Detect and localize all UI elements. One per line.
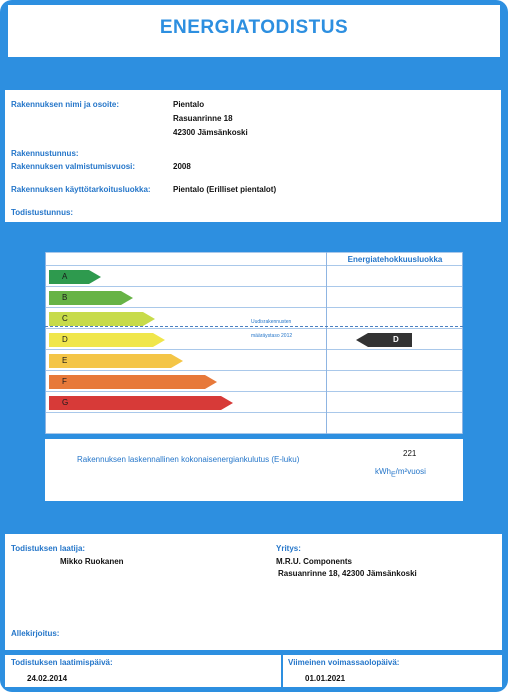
e-number-panel xyxy=(45,439,463,501)
valid-date: 01.01.2021 xyxy=(305,674,346,683)
class-g-letter: G xyxy=(62,398,69,407)
class-a-arrow xyxy=(49,270,101,284)
year-value: 2008 xyxy=(173,162,191,171)
class-d-arrow xyxy=(49,333,165,347)
class-e-arrow xyxy=(49,354,183,368)
class-f-letter: F xyxy=(62,377,67,386)
class-d-letter: D xyxy=(62,335,68,344)
certificate-title: ENERGIATODISTUS xyxy=(159,17,349,38)
use-label: Rakennuksen käyttötarkoitusluokka: xyxy=(11,185,151,194)
unit-main: kWh xyxy=(375,467,391,476)
issued-date-label: Todistuksen laatimispäivä: xyxy=(11,658,113,667)
author-label: Todistuksen laatija: xyxy=(11,544,86,553)
class-b-letter: B xyxy=(62,293,68,302)
class-g-arrow xyxy=(49,396,233,410)
issued-date: 24.02.2014 xyxy=(27,674,68,683)
threshold-line xyxy=(45,326,463,327)
rating-marker xyxy=(356,333,412,347)
class-f-arrow xyxy=(49,375,217,389)
building-name: Pientalo xyxy=(173,100,205,109)
company-label: Yritys: xyxy=(276,544,301,553)
name-address-label: Rakennuksen nimi ja osoite: xyxy=(11,100,120,109)
signature-label: Allekirjoitus: xyxy=(11,629,60,638)
building-street: Rasuanrinne 18 xyxy=(173,114,233,123)
valid-date-label: Viimeinen voimassaolopäivä: xyxy=(288,658,400,667)
class-b-arrow xyxy=(49,291,133,305)
class-c-arrow xyxy=(49,312,155,326)
author-name: Mikko Ruokanen xyxy=(60,557,124,566)
e-number-value: 221 xyxy=(403,449,417,458)
class-a-letter: A xyxy=(62,272,68,281)
e-number-label: Rakennuksen laskennallinen kokonaisenergiankulutus (E-luku) xyxy=(77,455,300,464)
class-column-header: Energiatehokkuusluokka xyxy=(347,255,443,264)
company-address: Rasuanrinne 18, 42300 Jämsänkoski xyxy=(278,569,417,578)
year-label: Rakennuksen valmistumisvuosi: xyxy=(11,162,136,171)
energy-class-scale xyxy=(45,252,463,434)
building-id-label: Rakennustunnus: xyxy=(11,149,79,158)
building-info-panel xyxy=(5,90,501,222)
threshold-note-1: Uudisrakennusten xyxy=(251,319,292,325)
e-number-unit xyxy=(375,467,426,479)
class-e-letter: E xyxy=(62,356,68,365)
issuer-panel xyxy=(5,534,502,650)
unit-sub: E xyxy=(391,471,396,479)
company-name: M.R.U. Components xyxy=(276,557,352,566)
threshold-note-2: määräystaso 2012 xyxy=(251,333,293,339)
use-value: Pientalo (Erilliset pientalot) xyxy=(173,185,277,194)
title-panel xyxy=(8,5,500,57)
unit-tail: /m²vuosi xyxy=(395,467,426,476)
dates-panel xyxy=(5,655,502,687)
building-postal: 42300 Jämsänkoski xyxy=(173,128,248,137)
cert-id-label: Todistustunnus: xyxy=(11,208,74,217)
dates-divider xyxy=(281,655,283,687)
rating-letter: D xyxy=(393,335,399,344)
class-c-letter: C xyxy=(62,314,68,323)
